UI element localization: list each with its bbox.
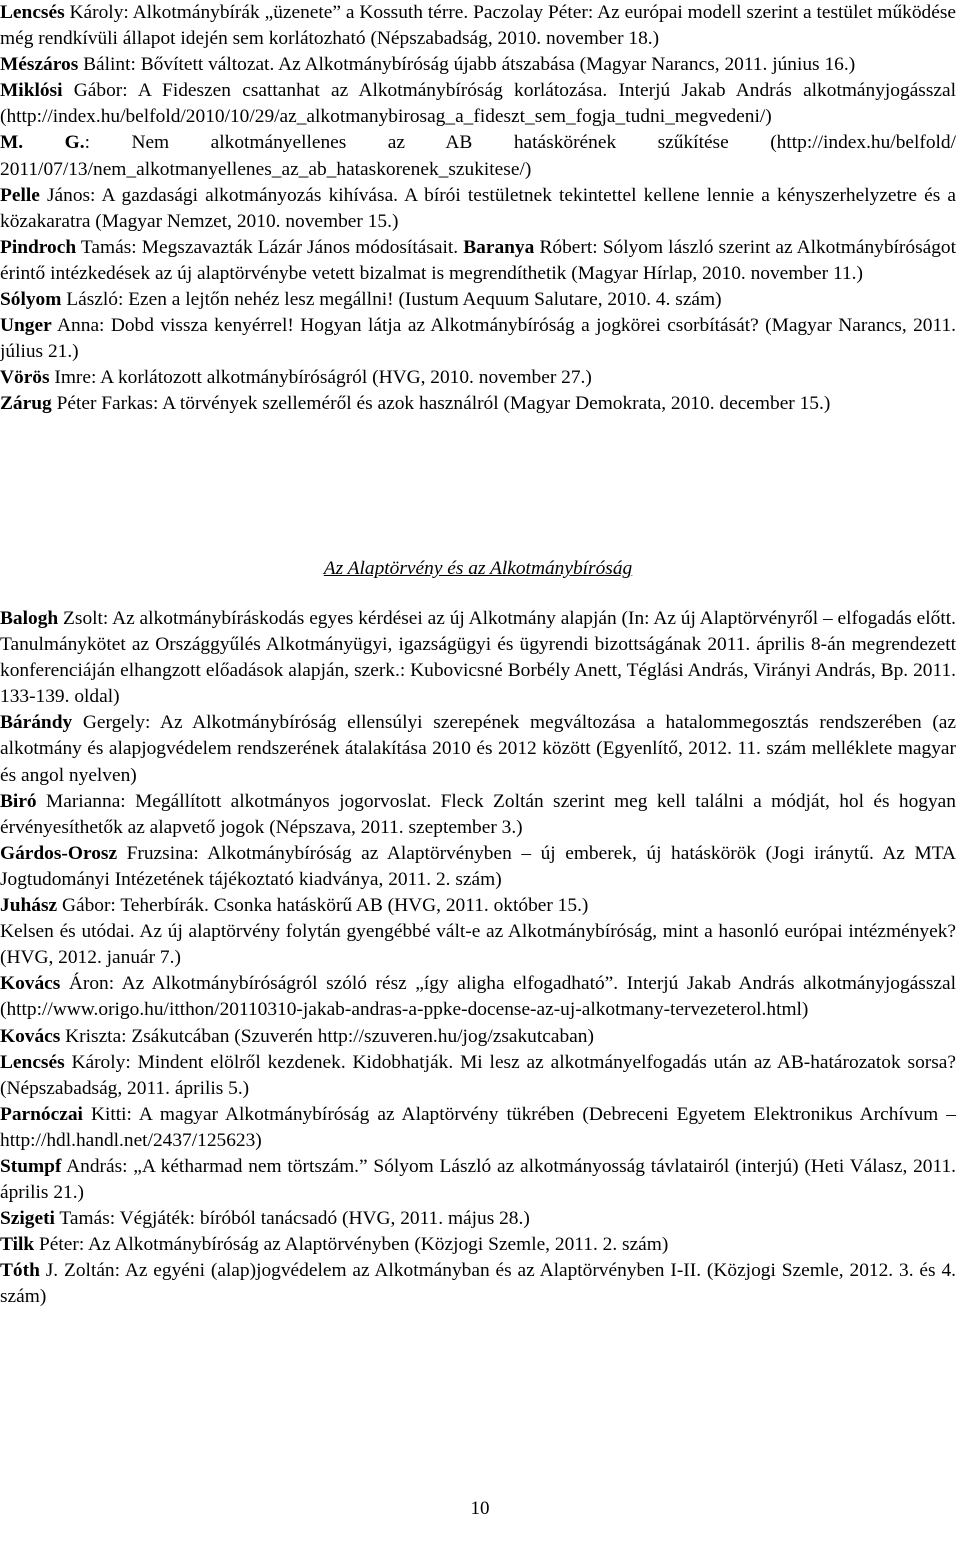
reference-author: Unger bbox=[0, 315, 52, 337]
reference-author: Vörös bbox=[0, 367, 50, 389]
reference-item bbox=[0, 287, 956, 313]
reference-item bbox=[0, 1206, 956, 1232]
reference-item bbox=[0, 183, 956, 235]
reference-author: Miklósi bbox=[0, 80, 63, 102]
reference-author: M. G. bbox=[0, 132, 85, 154]
reference-text: Gábor: Teherbírák. Csonka hatáskörű AB (HVG, 2011. október 15.) bbox=[57, 895, 589, 917]
reference-text: Károly: Mindent elölről kezdenek. Kidobhatják. Mi lesz az alkotmányelfogadás után az AB-határozatok sorsa? (Népszabadság, 2011. április 5.) bbox=[0, 1051, 956, 1099]
reference-author: Kovács bbox=[0, 1025, 61, 1047]
reference-item bbox=[0, 971, 956, 1023]
reference-item bbox=[0, 313, 956, 365]
reference-item bbox=[0, 893, 956, 919]
reference-item bbox=[0, 1258, 956, 1310]
reference-list-bottom bbox=[0, 606, 956, 1311]
reference-text-second: Róbert: Sólyom lászló szerint az Alkotmánybíróságot érintő intézkedések az új alaptörvénybe vetett bizalmat is megrendíthetik (Magyar Hírlap, 2010. november 11.) bbox=[0, 236, 957, 284]
reference-item bbox=[0, 130, 956, 182]
reference-text: János: A gazdasági alkotmányozás kihívása. A bírói testületnek tekintettel kellene lennie a kényszerhelyzetre és a közakaratra (Magyar Nemzet, 2010. november 15.) bbox=[0, 184, 956, 232]
reference-author: Pindroch bbox=[0, 236, 77, 258]
reference-item bbox=[0, 1050, 956, 1102]
reference-author: Zárug bbox=[0, 393, 52, 415]
reference-item bbox=[0, 789, 956, 841]
reference-text: Áron: Az Alkotmánybíróságról szóló rész „így aligha elfogadható”. Interjú Jakab András alkotmányjogásszal (http://www.origo.hu/itthon/20110310-jakab-andras-a-ppke-docense-az-uj-alkotmany-tervezeterol.html) bbox=[0, 973, 956, 1021]
reference-text: László: Ezen a lejtőn nehéz lesz megállni! (Iustum Aequum Salutare, 2010. 4. szám) bbox=[61, 289, 722, 311]
reference-item bbox=[0, 841, 956, 893]
reference-item bbox=[0, 1232, 956, 1258]
reference-item bbox=[0, 391, 956, 417]
reference-author: Kovács bbox=[0, 973, 61, 995]
reference-author: Bárándy bbox=[0, 712, 73, 734]
reference-author: Sólyom bbox=[0, 289, 62, 311]
reference-item bbox=[0, 78, 956, 130]
reference-item bbox=[0, 919, 956, 971]
reference-list-top bbox=[0, 0, 956, 418]
reference-author: Biró bbox=[0, 790, 37, 812]
reference-item bbox=[0, 235, 956, 287]
reference-text: Kelsen és utódai. Az új alaptörvény folytán gyengébbé vált-e az Alkotmánybíróság, mint a hasonló európai intézmények? (HVG, 2012. január 7.) bbox=[0, 921, 956, 969]
reference-author: Tilk bbox=[0, 1234, 35, 1256]
reference-author: Szigeti bbox=[0, 1208, 55, 1230]
reference-text: Gergely: Az Alkotmánybíróság ellensúlyi szerepének megváltozása a hatalommegosztás rendszerében (az alkotmány és alapjogvédelem rendszerének átalakítása 2010 és 2012 között (Egyenlítő, 2012. 11. szám melléklete magyar és angol nyelven) bbox=[0, 712, 956, 786]
reference-text: Kriszta: Zsákutcában (Szuverén http://szuveren.hu/jog/zsakutcaban) bbox=[60, 1025, 594, 1047]
reference-author: Gárdos-Orosz bbox=[0, 842, 118, 864]
reference-text: Zsolt: Az alkotmánybíráskodás egyes kérdései az új Alkotmány alapján (In: Az új Alaptörvényről – elfogadás előtt. Tanulmánykötet az Országgyűlés Alkotmányügyi, igazságügyi és ügyrendi bizottságának 2011. április 8-án megrendezett konferenciáján elhangzott előadások alapján, szerk.: Kubovicsné Borbély Anett, Téglási András, Virányi András, Bp. 2011. 133-139. oldal) bbox=[0, 608, 956, 708]
reference-item bbox=[0, 365, 956, 391]
reference-author: Lencsés bbox=[0, 1051, 65, 1073]
reference-text: Péter: Az Alkotmánybíróság az Alaptörvényben (Közjogi Szemle, 2011. 2. szám) bbox=[34, 1234, 669, 1256]
reference-text: Fruzsina: Alkotmánybíróság az Alaptörvényben – új emberek, új hatáskörök (Jogi iránytű. Az MTA Jogtudományi Intézetének tájékoztató kiadványa, 2011. 2. szám) bbox=[0, 842, 956, 890]
reference-item bbox=[0, 1102, 956, 1154]
reference-text: András: „A kétharmad nem törtszám.” Sólyom László az alkotmányosság távlatairól (interjú) (Heti Válasz, 2011. április 21.) bbox=[0, 1155, 956, 1204]
reference-text: : Nem alkotmányellenes az AB hatáskörének szűkítése (http://index.hu/belfold/ 2011/07/13/nem_alkotmanyellenes_az_ab_hataskorenek_szukitese/) bbox=[0, 132, 957, 180]
page-number: 10 bbox=[470, 1498, 490, 1519]
reference-text: Tamás: Végjáték: bíróból tanácsadó (HVG, 2011. május 28.) bbox=[54, 1208, 530, 1230]
reference-item bbox=[0, 710, 956, 788]
reference-text: Imre: A korlátozott alkotmánybíróságról (HVG, 2010. november 27.) bbox=[49, 367, 592, 389]
reference-text: Marianna: Megállított alkotmányos jogorvoslat. Fleck Zoltán szerint meg kell találni a módját, hol és hogyan érvényesíthetők az alapvető jogok (Népszava, 2011. szeptember 3.) bbox=[0, 790, 956, 838]
reference-item bbox=[0, 1024, 956, 1050]
reference-author: Lencsés bbox=[0, 2, 65, 23]
reference-author: Pelle bbox=[0, 184, 40, 206]
reference-item bbox=[0, 0, 956, 52]
reference-author: Parnóczai bbox=[0, 1103, 83, 1125]
reference-author: Mészáros bbox=[0, 54, 79, 76]
reference-item bbox=[0, 606, 956, 710]
reference-text: Kitti: A magyar Alkotmánybíróság az Alaptörvény tükrében (Debreceni Egyetem Elektronikus Archívum – http://hdl.handl.net/2437/125623) bbox=[0, 1103, 956, 1151]
reference-text: Tamás: Megszavazták Lázár János módosításait. bbox=[76, 236, 464, 258]
section-heading bbox=[0, 556, 956, 582]
reference-author: Tóth bbox=[0, 1260, 40, 1282]
reference-author: Balogh bbox=[0, 608, 59, 629]
reference-item bbox=[0, 1154, 956, 1206]
reference-author-second: Baranya bbox=[463, 236, 535, 258]
section-heading-text: Az Alaptörvény és az Alkotmánybíróság bbox=[323, 558, 633, 579]
reference-text: Gábor: A Fideszen csattanhat az Alkotmánybíróság korlátozása. Interjú Jakab András alkotmányjogásszal (http://index.hu/belfold/2010/10/29/az_alkotmanybirosag_a_fideszt_sem_fogja_tudni_megvedeni/) bbox=[0, 80, 956, 128]
reference-text: J. Zoltán: Az egyéni (alap)jogvédelem az Alkotmányban és az Alaptörvényben I-II. (Közjogi Szemle, 2012. 3. és 4. szám) bbox=[0, 1260, 956, 1308]
reference-text: Anna: Dobd vissza kenyérrel! Hogyan látja az Alkotmánybíróság a jogkörei csorbítását? (Magyar Narancs, 2011. július 21.) bbox=[0, 315, 956, 363]
reference-item bbox=[0, 52, 956, 78]
reference-text: Bálint: Bővített változat. Az Alkotmánybíróság újabb átszabása (Magyar Narancs, 2011. június 16.) bbox=[78, 54, 856, 76]
reference-author: Juhász bbox=[0, 895, 58, 917]
reference-text: Károly: Alkotmánybírák „üzenete” a Kossuth térre. Paczolay Péter: Az európai modell szerint a testület működése még rendkívüli állapot idején sem korlátozható (Népszabadság, 2010. november 18.) bbox=[0, 2, 956, 50]
reference-author: Stumpf bbox=[0, 1155, 62, 1177]
reference-text: Péter Farkas: A törvények szelleméről és azok használról (Magyar Demokrata, 2010. december 15.) bbox=[51, 393, 831, 415]
